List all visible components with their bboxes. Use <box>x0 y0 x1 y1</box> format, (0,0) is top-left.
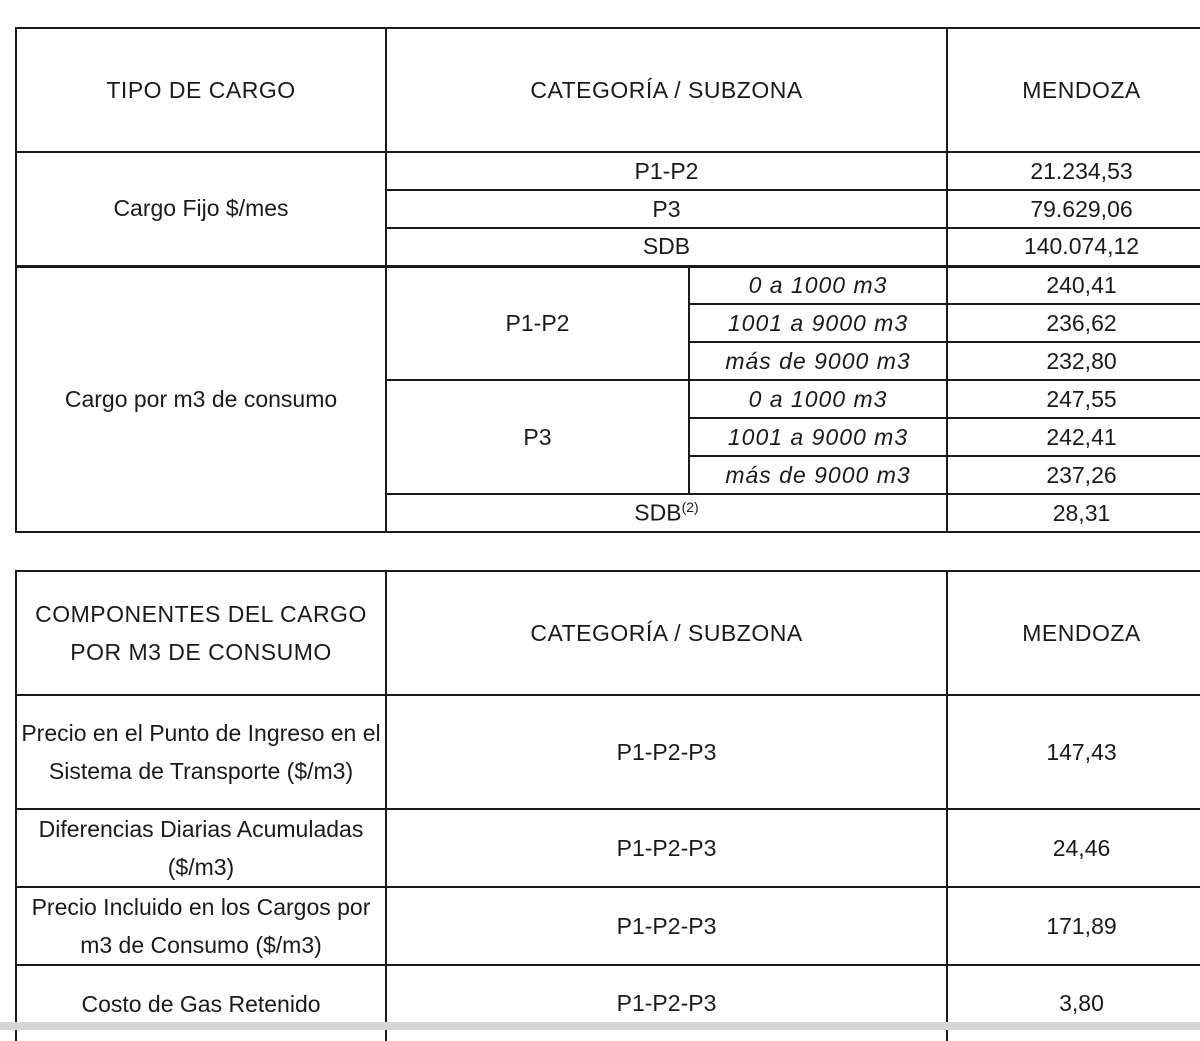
range-cell: más de 9000 m3 <box>689 342 947 380</box>
category-cell: P3 <box>386 190 947 228</box>
cargo-fijo-label: Cargo Fijo $/mes <box>16 152 386 266</box>
value-cell: 79.629,06 <box>947 190 1200 228</box>
componentes-table <box>15 570 1200 1041</box>
range-cell: 0 a 1000 m3 <box>689 266 947 304</box>
header-mendoza: MENDOZA <box>947 28 1200 152</box>
component-label: Precio en el Punto de Ingreso en el Sistema de Transporte ($/m3) <box>16 695 386 809</box>
category-cell: P1-P2-P3 <box>386 809 947 887</box>
value-cell: 247,55 <box>947 380 1200 418</box>
value-cell: 237,26 <box>947 456 1200 494</box>
header-categoria-subzona: CATEGORÍA / SUBZONA <box>386 28 947 152</box>
header-componentes: COMPONENTES DEL CARGO POR M3 DE CONSUMO <box>16 571 386 695</box>
range-cell: más de 9000 m3 <box>689 456 947 494</box>
value-cell: 236,62 <box>947 304 1200 342</box>
category-cell: P1-P2-P3 <box>386 887 947 965</box>
horizontal-scrollbar[interactable] <box>0 1022 1200 1030</box>
component-label: Precio Incluido en los Cargos por m3 de Consumo ($/m3) <box>16 887 386 965</box>
cargo-m3-label: Cargo por m3 de consumo <box>16 266 386 532</box>
header-row <box>16 28 1200 152</box>
category-cell: P1-P2 <box>386 152 947 190</box>
value-cell: 28,31 <box>947 494 1200 532</box>
footnote-marker: (2) <box>681 499 699 516</box>
header-row <box>16 571 1200 695</box>
sdb-label: SDB <box>634 499 682 526</box>
value-cell: 171,89 <box>947 887 1200 965</box>
category-cell <box>386 494 947 532</box>
value-cell: 240,41 <box>947 266 1200 304</box>
header-mendoza: MENDOZA <box>947 571 1200 695</box>
value-cell: 24,46 <box>947 809 1200 887</box>
table-row <box>16 266 1200 304</box>
table-row <box>16 809 1200 887</box>
range-cell: 0 a 1000 m3 <box>689 380 947 418</box>
header-categoria-subzona: CATEGORÍA / SUBZONA <box>386 571 947 695</box>
value-cell: 232,80 <box>947 342 1200 380</box>
value-cell: 3,80 <box>947 965 1200 1041</box>
range-cell: 1001 a 9000 m3 <box>689 304 947 342</box>
category-cell: SDB <box>386 228 947 266</box>
component-label: Diferencias Diarias Acumuladas ($/m3) <box>16 809 386 887</box>
value-cell: 147,43 <box>947 695 1200 809</box>
table-row <box>16 887 1200 965</box>
table-row <box>16 152 1200 190</box>
component-label: Costo de Gas Retenido <box>16 965 386 1041</box>
range-cell: 1001 a 9000 m3 <box>689 418 947 456</box>
category-cell: P1-P2-P3 <box>386 695 947 809</box>
category-cell: P1-P2-P3 <box>386 965 947 1041</box>
value-cell: 21.234,53 <box>947 152 1200 190</box>
table-row <box>16 695 1200 809</box>
category-cell: P3 <box>386 380 689 494</box>
header-tipo-de-cargo: TIPO DE CARGO <box>16 28 386 152</box>
value-cell: 242,41 <box>947 418 1200 456</box>
category-cell: P1-P2 <box>386 266 689 380</box>
value-cell: 140.074,12 <box>947 228 1200 266</box>
tarifa-table <box>15 27 1200 533</box>
